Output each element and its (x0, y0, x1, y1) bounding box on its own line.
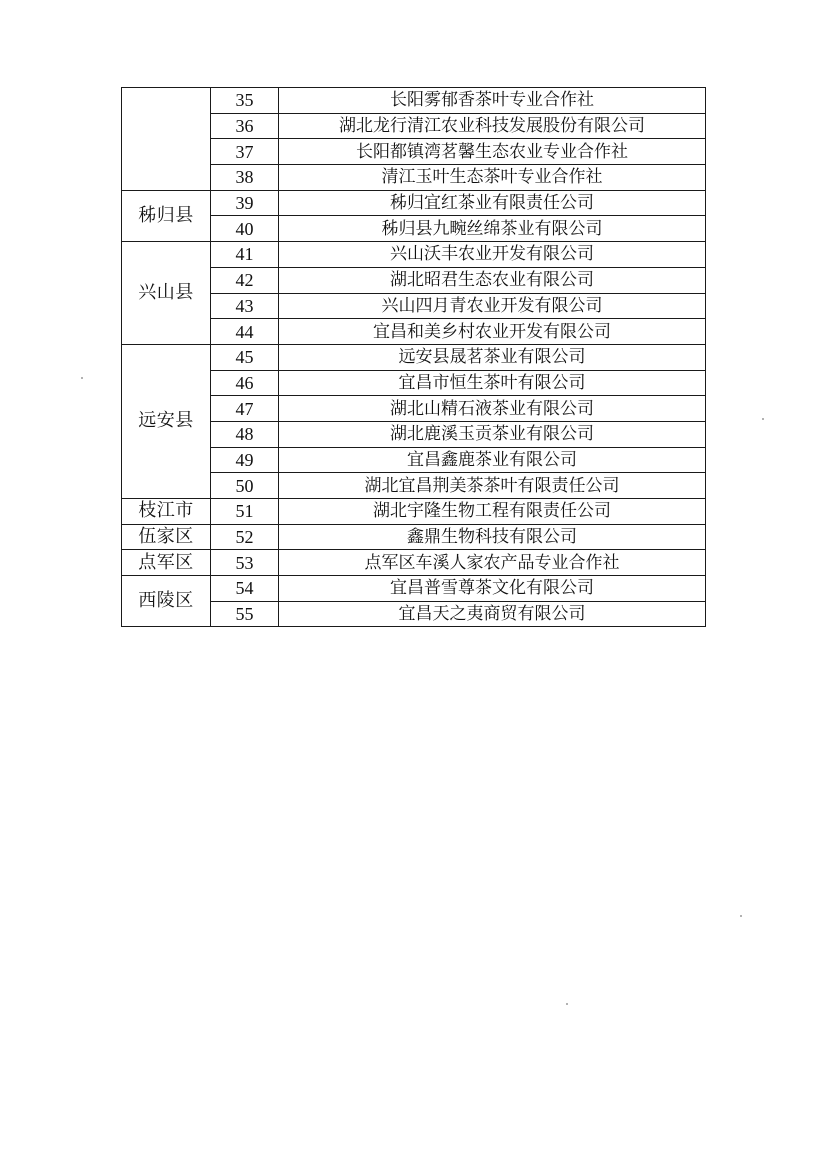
company-name-cell: 宜昌鑫鹿茶业有限公司 (279, 447, 706, 473)
company-name-cell: 宜昌普雪尊茶文化有限公司 (279, 576, 706, 602)
region-cell: 兴山县 (122, 242, 211, 345)
serial-number-cell: 39 (211, 190, 279, 216)
company-name-cell: 宜昌和美乡村农业开发有限公司 (279, 319, 706, 345)
table-row (122, 88, 706, 114)
serial-number-cell: 46 (211, 370, 279, 396)
serial-number-cell: 51 (211, 499, 279, 525)
region-cell (122, 88, 211, 191)
serial-number-cell: 45 (211, 344, 279, 370)
company-name-cell: 湖北昭君生态农业有限公司 (279, 267, 706, 293)
serial-number-cell: 52 (211, 524, 279, 550)
company-name-cell: 湖北鹿溪玉贡茶业有限公司 (279, 421, 706, 447)
company-name-cell: 兴山四月青农业开发有限公司 (279, 293, 706, 319)
serial-number-cell: 37 (211, 139, 279, 165)
region-cell: 点军区 (122, 550, 211, 576)
company-name-cell: 点军区车溪人家农产品专业合作社 (279, 550, 706, 576)
serial-number-cell: 35 (211, 88, 279, 114)
region-cell: 伍家区 (122, 524, 211, 550)
company-name-cell: 兴山沃丰农业开发有限公司 (279, 242, 706, 268)
serial-number-cell: 48 (211, 421, 279, 447)
serial-number-cell: 40 (211, 216, 279, 242)
table-row (122, 499, 706, 525)
table-body (122, 88, 706, 627)
serial-number-cell: 49 (211, 447, 279, 473)
serial-number-cell: 36 (211, 113, 279, 139)
serial-number-cell: 53 (211, 550, 279, 576)
company-name-cell: 秭归宜红茶业有限责任公司 (279, 190, 706, 216)
company-list-table (121, 87, 706, 627)
serial-number-cell: 43 (211, 293, 279, 319)
table-row (122, 190, 706, 216)
table-row (122, 524, 706, 550)
table-row (122, 344, 706, 370)
serial-number-cell: 55 (211, 601, 279, 627)
serial-number-cell: 44 (211, 319, 279, 345)
scan-speck (740, 915, 742, 917)
company-name-cell: 长阳雾郁香茶叶专业合作社 (279, 88, 706, 114)
serial-number-cell: 42 (211, 267, 279, 293)
company-name-cell: 湖北龙行清江农业科技发展股份有限公司 (279, 113, 706, 139)
serial-number-cell: 38 (211, 165, 279, 191)
company-name-cell: 湖北宇隆生物工程有限责任公司 (279, 499, 706, 525)
serial-number-cell: 54 (211, 576, 279, 602)
region-cell: 枝江市 (122, 499, 211, 525)
company-name-cell: 宜昌天之夷商贸有限公司 (279, 601, 706, 627)
company-name-cell: 湖北山精石液茶业有限公司 (279, 396, 706, 422)
region-cell: 秭归县 (122, 190, 211, 241)
table-row (122, 550, 706, 576)
company-name-cell: 清江玉叶生态茶叶专业合作社 (279, 165, 706, 191)
company-name-cell: 远安县晟茗茶业有限公司 (279, 344, 706, 370)
serial-number-cell: 50 (211, 473, 279, 499)
table-row (122, 242, 706, 268)
scan-speck (762, 418, 764, 420)
company-name-cell: 长阳都镇湾茗馨生态农业专业合作社 (279, 139, 706, 165)
company-name-cell: 宜昌市恒生茶叶有限公司 (279, 370, 706, 396)
region-cell: 远安县 (122, 344, 211, 498)
scan-speck (81, 377, 83, 379)
serial-number-cell: 41 (211, 242, 279, 268)
region-cell: 西陵区 (122, 576, 211, 627)
scan-speck (566, 1003, 568, 1005)
company-name-cell: 秭归县九畹丝绵茶业有限公司 (279, 216, 706, 242)
serial-number-cell: 47 (211, 396, 279, 422)
company-name-cell: 鑫鼎生物科技有限公司 (279, 524, 706, 550)
table-row (122, 576, 706, 602)
company-name-cell: 湖北宜昌荆美茶茶叶有限责任公司 (279, 473, 706, 499)
